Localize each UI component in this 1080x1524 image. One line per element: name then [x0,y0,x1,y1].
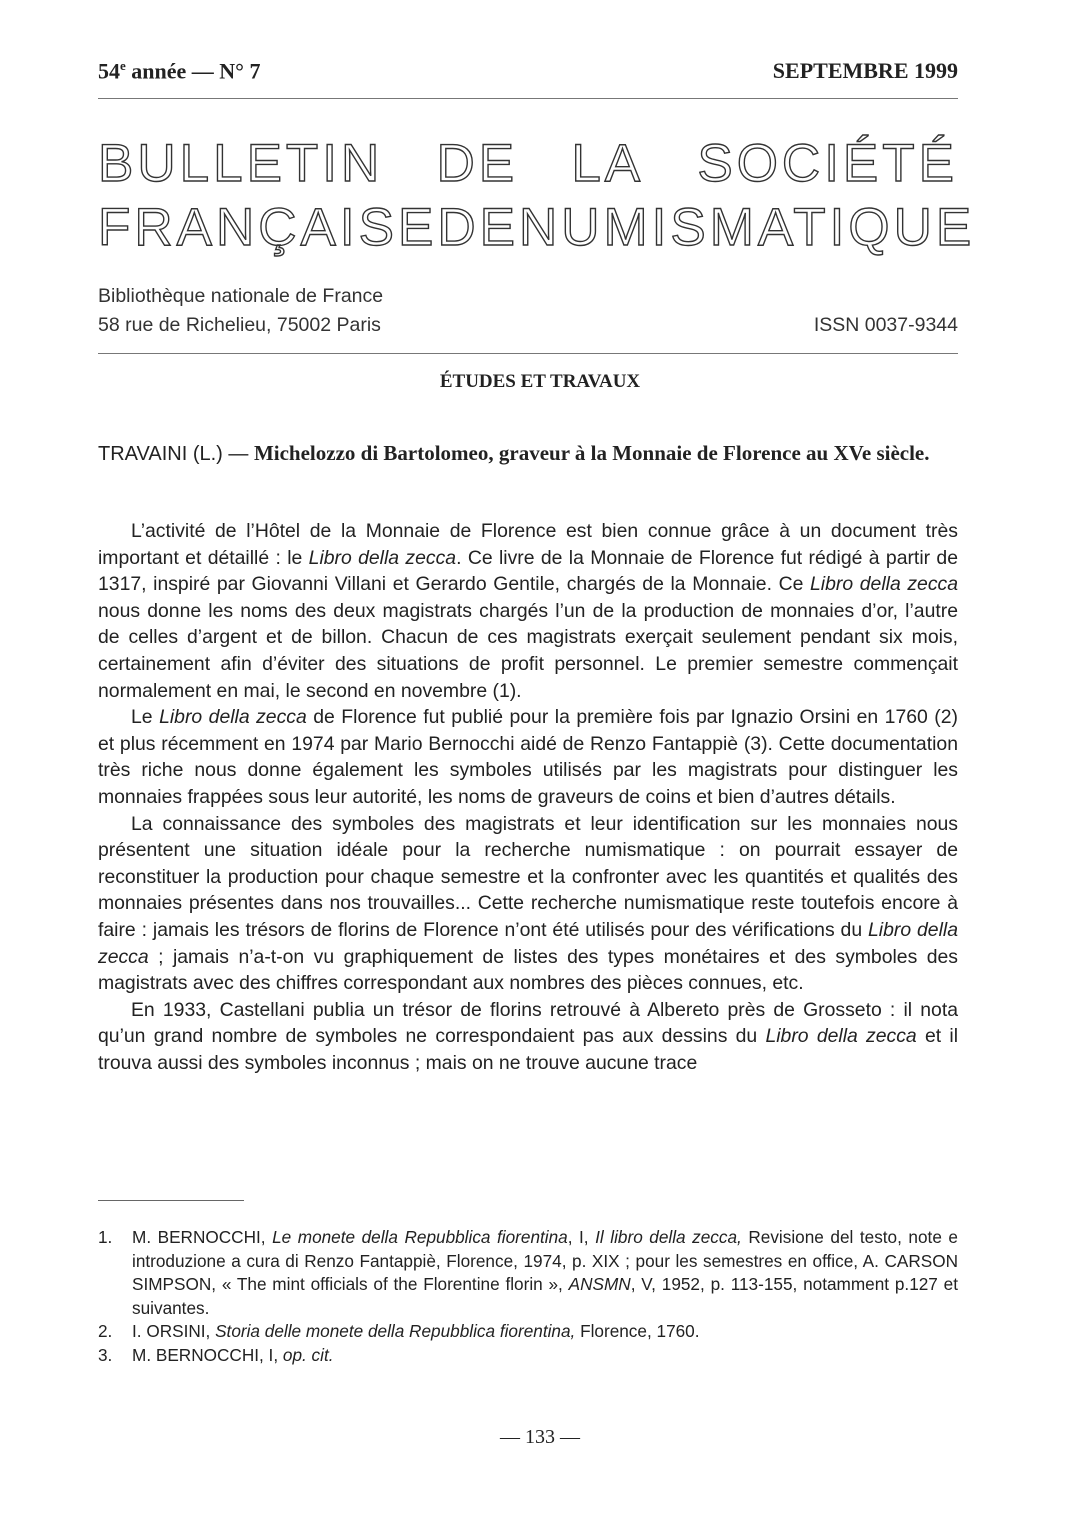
text: Le [131,706,160,729]
paragraph [98,811,958,997]
article-heading [98,440,958,468]
title-line-2 [98,196,976,260]
text: nous donne les noms des deux magistrats chargés l’un de la production de monnaies d’or, l’autre de celles d’argent et de billon. Chacun de ces magistrats exerçait seulement pendant six mois, certainement afin d’éviter des situations de profit personnel. Le premier semestre commençait normalement en mai, le second en novembre (1). [98,599,958,702]
footnote-number: 1. [98,1227,113,1247]
text: M. BERNOCCHI, [132,1227,273,1247]
italic-text: Libro della zecca [159,706,307,729]
address-line-2: 58 rue de Richelieu, 75002 Paris [98,314,381,336]
footnote-text [132,1344,958,1368]
issue-info [98,58,260,84]
footnote [98,1226,958,1320]
issue-date: SEPTEMBRE 1999 [772,58,958,84]
issue-number: 54 [98,58,120,84]
article-body [98,518,958,1076]
article-title: Michelozzo di Bartolomeo, graveur à la Monnaie de Florence au XVe siècle. [253,441,930,465]
section-heading: ÉTUDES ET TRAVAUX [439,371,641,392]
title-word: LA [571,134,645,193]
issn: ISSN 0037-9344 [813,314,958,336]
italic-text: Storia delle monete della Repubblica fiorentina, [215,1321,576,1342]
text: La connaissance des symboles des magistrats et leur identification sur les monnaies nous présentent une situation idéale pour la recherche numismatique : on pourrait essayer de reconstituer la production pour chaque semestre et la confronter avec les quantités et qualités des monnaies présentes dans nos trouvailles... Cette recherche numismatique reste toutefois encore à faire : jamais les trésors de florins de Florence n’ont été utilisés pour des vérifications du [98,812,958,941]
footnote [98,1320,958,1344]
italic-text: Le monete della Repubblica fiorentina [272,1227,568,1247]
title-word: DE [437,198,519,257]
footnote-number: 3. [98,1344,113,1365]
italic-text: ANSMN [568,1274,631,1295]
address-row-2 [98,311,958,340]
text: L’activité de l’Hôtel de la Monnaie de Florence est bien connue grâce à un document très important et détaillé : le [98,520,958,569]
text: M. BERNOCCHI, I, [132,1344,283,1365]
footnotes [98,1226,958,1368]
paragraph [98,518,958,704]
text: Florence, 1760. [575,1321,700,1342]
italic-text: Libro della zecca [810,573,959,596]
paragraph [98,997,958,1077]
article-author: TRAVAINI (L.) — [98,443,254,465]
header-divider [98,98,958,99]
title-word: BULLETIN [98,134,384,193]
title-line-1 [98,132,958,196]
footnote [98,1344,958,1368]
italic-text: Il libro della zecca, [595,1227,742,1247]
text: ; jamais n’a-t-on vu graphiquement de listes des types monétaires et des symboles des magistrats avec des chiffres correspondant aux nombres des pièces connues, etc. [98,945,958,995]
issue-superscript: e [120,58,126,73]
publisher-address [98,282,958,340]
page-number: — 133 — [500,1426,580,1448]
title-word: NUMISMATIQUE [518,198,976,257]
text: Revisione del testo, note e introduzione a cura di Renzo Fantappiè, Florence, 1974, p. XIX ; pour les semestres en office, A. CARSON SIMPSON, « The mint officials of the Florentine florin », [132,1227,958,1295]
footnote-text [132,1226,958,1320]
address-divider [98,353,958,354]
text: I. ORSINI, [132,1321,216,1342]
text: , I, [567,1227,596,1247]
text: , V, 1952, p. 113-155, notamment p.127 et suivantes. [132,1274,959,1318]
text: En 1933, Castellani publia un trésor de florins retrouvé à Albereto près de Grosseto : il nota qu’un grand nombre de symboles ne correspondaient pas aux dessins du [98,998,958,1048]
title-word: DE [436,134,519,193]
italic-text: Libro della zecca [765,1025,917,1048]
footnote-text [132,1320,958,1344]
title-word: FRANÇAISE [98,198,438,257]
text: de Florence fut publié pour la première fois par Ignazio Orsini en 1760 (2) et plus récemment en 1974 par Mario Bernocchi aidé de Renzo Fantappiè (3). Cette documentation très riche nous donne également les symboles utilisés par les magistrats pour distinguer les monnaies frappées sous leur autorité, les noms de graveurs de coins et bien d’autres détails. [98,706,958,808]
footnote-number: 2. [98,1321,113,1342]
italic-text: op. cit. [282,1344,334,1365]
issue-rest: année — N° 7 [125,58,261,84]
running-header [98,58,958,84]
italic-text: Libro della zecca [98,918,958,968]
journal-title [98,132,976,260]
footnote-divider [98,1200,244,1201]
text: et il trouva aussi des symboles inconnus ; mais on ne trouve aucune trace [98,1025,959,1074]
title-word: SOCIÉTÉ [697,134,958,193]
address-line-1: Bibliothèque nationale de France [98,285,384,307]
paragraph [98,704,958,810]
italic-text: Libro della zecca [308,546,457,569]
text: . Ce livre de la Monnaie de Florence fut rédigé à partir de 1317, inspiré par Giovanni Villani et Gerardo Gentile, chargés de la Monnaie. Ce [98,546,958,596]
